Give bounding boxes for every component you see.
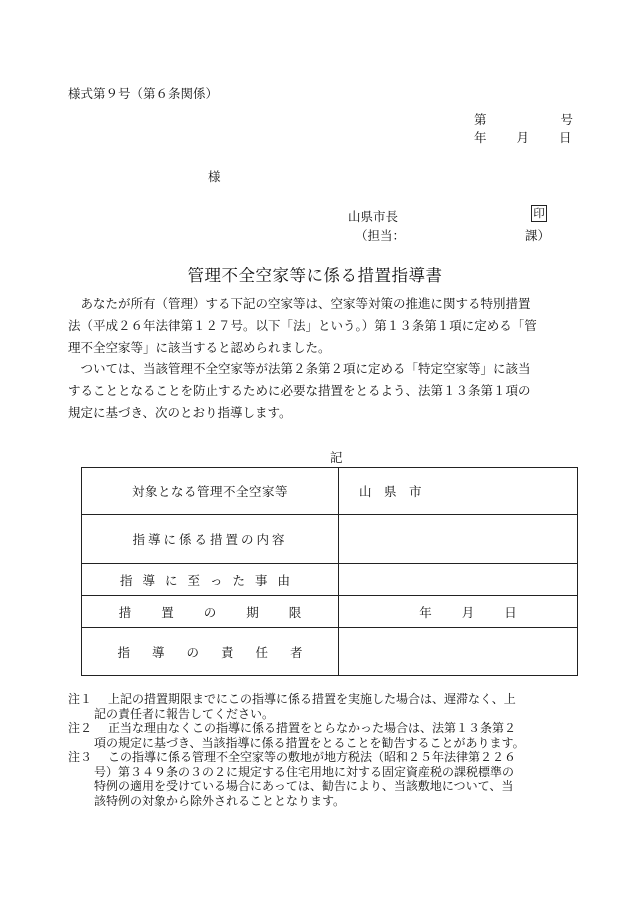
seal-box: 印 [531,205,547,222]
note-line: 項の規定に基づき、当該指導に係る措置をとることを勧告することがあります。 [94,735,525,750]
contact-person [355,226,550,244]
row-label-responsible: 指導の責任者 [82,628,339,676]
deadline-year: 年 [419,604,432,620]
paragraph-line: あなたが所有（管理）する下記の空家等は、空家等対策の推進に関する特別措置 [68,296,531,311]
row-label-measure-content: 指導に係る措置の内容 [82,515,339,564]
table-row [82,564,578,596]
table-row [82,468,578,515]
paragraph-line: 理不全空家等」に該当すると認められました。 [68,340,331,355]
note-3 [68,750,590,808]
row-value-deadline [339,596,578,628]
document-date [474,128,572,146]
note-2 [68,721,590,750]
paragraph-line: することとなることを防止するために必要な措置をとるよう、法第１３条第１項の [68,383,531,398]
notes [68,692,590,808]
paragraph-line: 規定に基づき、次のとおり指導します。 [68,405,292,420]
contact-close: 課） [525,228,551,243]
paragraph-1 [68,293,590,359]
deadline-day: 日 [504,604,517,620]
note-line: 上記の措置期限までにこの指導に係る措置を実施した場合は、遅滞なく、上 [108,692,516,706]
table-row [82,596,578,628]
note-mark: 注３ [68,750,93,764]
date-year: 年 [474,130,487,145]
note-line: 正当な理由なくこの指導に係る措置をとらなかった場合は、法第１３条第２ [108,721,517,735]
note-line: この指導に係る管理不全空家等の敷地が地方税法（昭和２５年法律第２２６ [108,750,517,764]
row-label-deadline: 措置の期限 [82,596,339,628]
row-value-reason [339,564,578,596]
row-label-target: 対象となる管理不全空家等 [82,468,339,515]
doc-number-suffix: 号 [560,112,574,127]
contact-open: （担当： [355,228,406,243]
note-mark: 注１ [68,692,93,706]
form-number: 様式第９号（第６条関係） [68,86,219,101]
date-day: 日 [559,130,572,145]
issuer: 山県市長 [348,209,399,224]
record-mark: 記 [330,450,343,465]
row-value-responsible [339,628,578,676]
note-1 [68,692,590,721]
note-line: 号）第３４９条の３の２に規定する住宅用地に対する固定資産税の課税標準の [94,764,515,779]
paragraph-2 [68,358,590,424]
date-month: 月 [516,130,530,145]
measures-table [81,467,578,676]
table-row [82,515,578,564]
deadline-month: 月 [461,604,475,620]
row-value-measure-content [339,515,578,564]
row-label-reason: 指導に至った事由 [82,564,339,596]
note-line: 特例の適用を受けている場合にあっては、勧告により、当該敷地について、当 [94,779,514,793]
note-line: 該特例の対象から除外されることとなります。 [94,793,346,808]
document-number [474,110,573,128]
note-line: 記の責任者に報告してください。 [94,706,275,721]
note-mark: 注２ [68,721,93,735]
row-value-target: 山 県 市 [339,468,578,515]
paragraph-line: ついては、当該管理不全空家等が法第２条第２項に定める「特定空家等」に該当 [68,361,531,376]
document-title: 管理不全空家等に係る措置指導書 [187,266,443,285]
addressee: 様 [208,169,221,184]
paragraph-line: 法（平成２６年法律第１２７号。以下「法」という。）第１３条第１項に定める「管 [68,318,537,333]
doc-number-prefix: 第 [474,112,487,127]
table-row [82,628,578,676]
